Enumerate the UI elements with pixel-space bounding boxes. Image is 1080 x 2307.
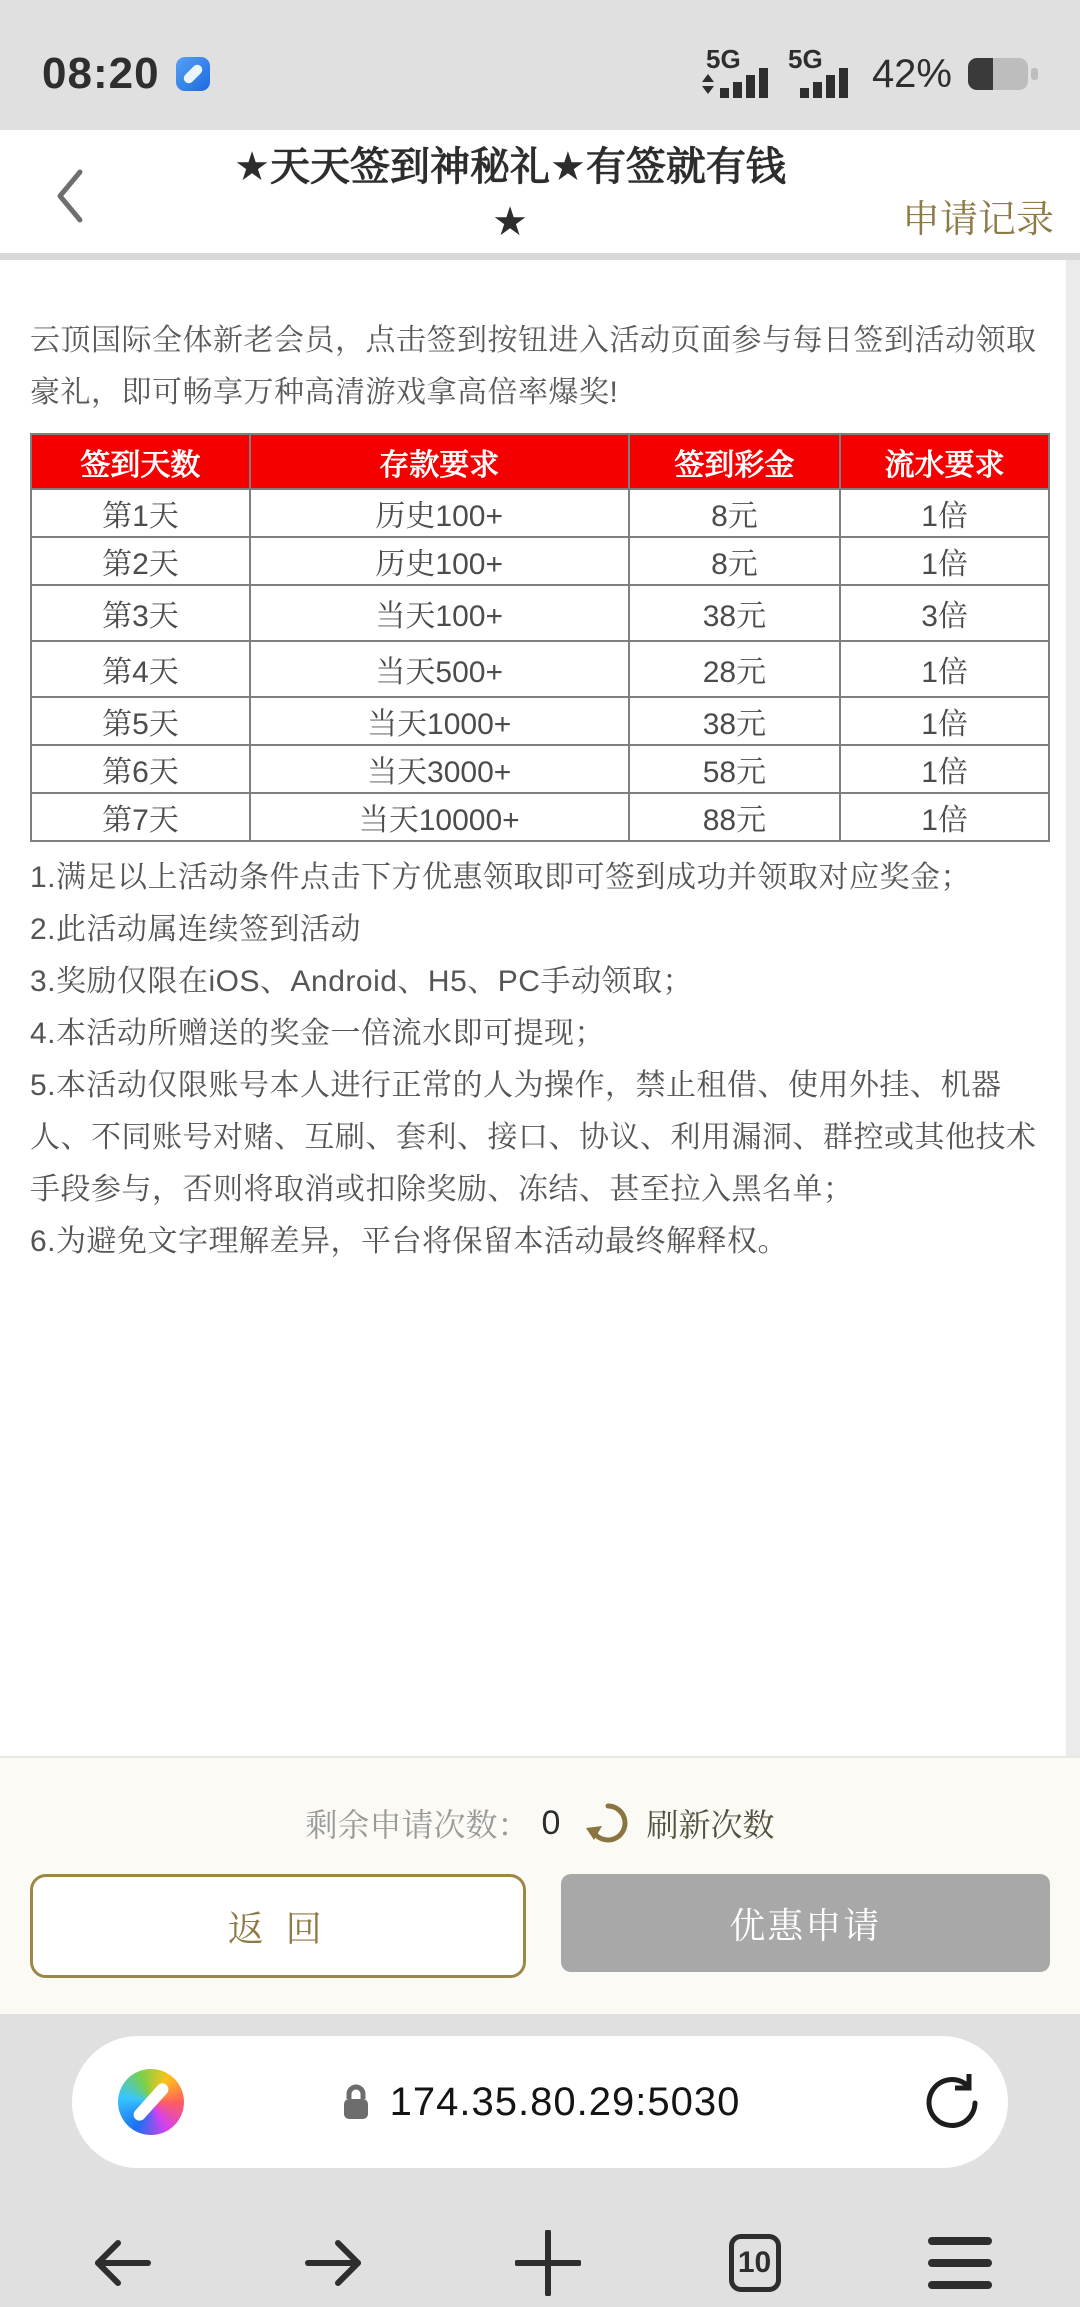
web-content <box>0 260 1080 1756</box>
table-cell: 1倍 <box>840 641 1049 697</box>
browser-chrome <box>0 2014 1080 2307</box>
page-title-line2: ★ <box>492 200 528 244</box>
table-cell: 第5天 <box>31 697 250 745</box>
signal-2-icon <box>788 46 852 102</box>
table-header-cell: 签到彩金 <box>629 434 841 489</box>
table-cell: 1倍 <box>840 537 1049 585</box>
status-bar <box>0 0 1080 130</box>
bonus-table-header-row <box>31 434 1049 489</box>
url-text[interactable]: 174.35.80.29:5030 <box>389 2079 741 2124</box>
page-title <box>140 140 880 250</box>
table-cell: 1倍 <box>840 793 1049 841</box>
clock: 08:20 <box>42 49 160 98</box>
table-cell: 3倍 <box>840 585 1049 641</box>
table-row <box>31 641 1049 697</box>
note-line: 2.此活动属连续签到活动 <box>30 913 362 946</box>
table-cell: 当天500+ <box>250 641 629 697</box>
note-line: 1.满足以上活动条件点击下方优惠领取即可签到成功并领取对应奖金； <box>30 861 972 894</box>
table-cell: 第3天 <box>31 585 250 641</box>
table-row <box>31 585 1049 641</box>
table-cell: 8元 <box>629 489 841 537</box>
new-tab-icon[interactable] <box>515 2230 581 2296</box>
nav-back-icon[interactable] <box>88 2233 154 2293</box>
table-row <box>31 793 1049 841</box>
refresh-gold-icon[interactable] <box>584 1800 630 1846</box>
scrollbar-track[interactable] <box>1066 260 1080 1756</box>
table-cell: 88元 <box>629 793 841 841</box>
table-cell: 28元 <box>629 641 841 697</box>
menu-icon[interactable] <box>928 2235 992 2291</box>
svg-text:5G: 5G <box>705 46 741 74</box>
address-bar[interactable] <box>72 2036 1008 2168</box>
application-records-link[interactable]: 申请记录 <box>901 199 1054 241</box>
table-cell: 58元 <box>629 745 841 793</box>
nav-forward-icon[interactable] <box>302 2233 368 2293</box>
table-cell: 历史100+ <box>250 537 629 585</box>
note-line: 4.本活动所赠送的奖金一倍流水即可提现； <box>30 1017 606 1050</box>
battery-icon <box>968 56 1038 92</box>
reload-icon[interactable] <box>922 2072 982 2132</box>
table-cell: 第4天 <box>31 641 250 697</box>
table-cell: 第2天 <box>31 537 250 585</box>
edge-app-icon <box>176 57 210 91</box>
table-header-cell: 流水要求 <box>840 434 1049 489</box>
signal-1-icon <box>700 46 772 102</box>
notes-list <box>30 852 1050 1268</box>
header-divider <box>0 253 1080 260</box>
table-cell: 当天1000+ <box>250 697 629 745</box>
table-header-cell: 存款要求 <box>250 434 629 489</box>
table-row <box>31 489 1049 537</box>
table-row <box>31 697 1049 745</box>
back-button[interactable]: 返 回 <box>30 1874 526 1978</box>
table-cell: 第6天 <box>31 745 250 793</box>
remaining-count: 0 <box>541 1803 561 1842</box>
action-footer <box>0 1756 1080 2014</box>
table-cell: 当天100+ <box>250 585 629 641</box>
table-cell: 1倍 <box>840 697 1049 745</box>
table-cell: 38元 <box>629 697 841 745</box>
remaining-label: 剩余申请次数： <box>305 1807 530 1843</box>
app-header <box>0 130 1080 253</box>
status-icons <box>700 46 1038 102</box>
table-row <box>31 745 1049 793</box>
apply-promo-button[interactable]: 优惠申请 <box>561 1874 1051 1972</box>
table-cell: 当天3000+ <box>250 745 629 793</box>
note-line: 6.为避免文字理解差异，平台将保留本活动最终解释权。 <box>30 1225 789 1258</box>
note-line: 3.奖励仅限在iOS、Android、H5、PC手动领取； <box>30 965 693 998</box>
table-cell: 历史100+ <box>250 489 629 537</box>
battery-percent: 42% <box>871 51 952 96</box>
refresh-count-link[interactable]: 刷新次数 <box>646 1807 775 1843</box>
back-chevron-icon[interactable] <box>52 168 90 224</box>
note-line: 5.本活动仅限账号本人进行正常的人为操作，禁止租借、使用外挂、机器人、不同账号对赌、互刷、套利、接口、协议、利用漏洞、群控或其他技术手段参与，否则将取消或扣除奖励、冻结、甚至拉入黑名单； <box>30 1069 1037 1206</box>
bonus-table-body <box>31 489 1049 841</box>
table-cell: 1倍 <box>840 489 1049 537</box>
table-row <box>31 537 1049 585</box>
promo-intro-text: 云顶国际全体新老会员，点击签到按钮进入活动页面参与每日签到活动领取豪礼，即可畅享万种高清游戏拿高倍率爆奖! <box>30 324 1037 409</box>
table-cell: 第1天 <box>31 489 250 537</box>
page-title-line1: ★天天签到神秘礼★有签就有钱 <box>234 145 786 189</box>
lock-icon <box>340 2081 372 2123</box>
table-cell: 当天10000+ <box>250 793 629 841</box>
table-cell: 8元 <box>629 537 841 585</box>
table-cell: 第7天 <box>31 793 250 841</box>
table-cell: 38元 <box>629 585 841 641</box>
tabs-icon[interactable]: 10 <box>729 2234 781 2292</box>
remaining-counter-row <box>0 1800 1080 1846</box>
table-cell: 1倍 <box>840 745 1049 793</box>
browser-nav-bar <box>0 2230 1080 2296</box>
table-header-cell: 签到天数 <box>31 434 250 489</box>
svg-text:5G: 5G <box>787 46 823 74</box>
signin-bonus-table <box>30 433 1050 842</box>
